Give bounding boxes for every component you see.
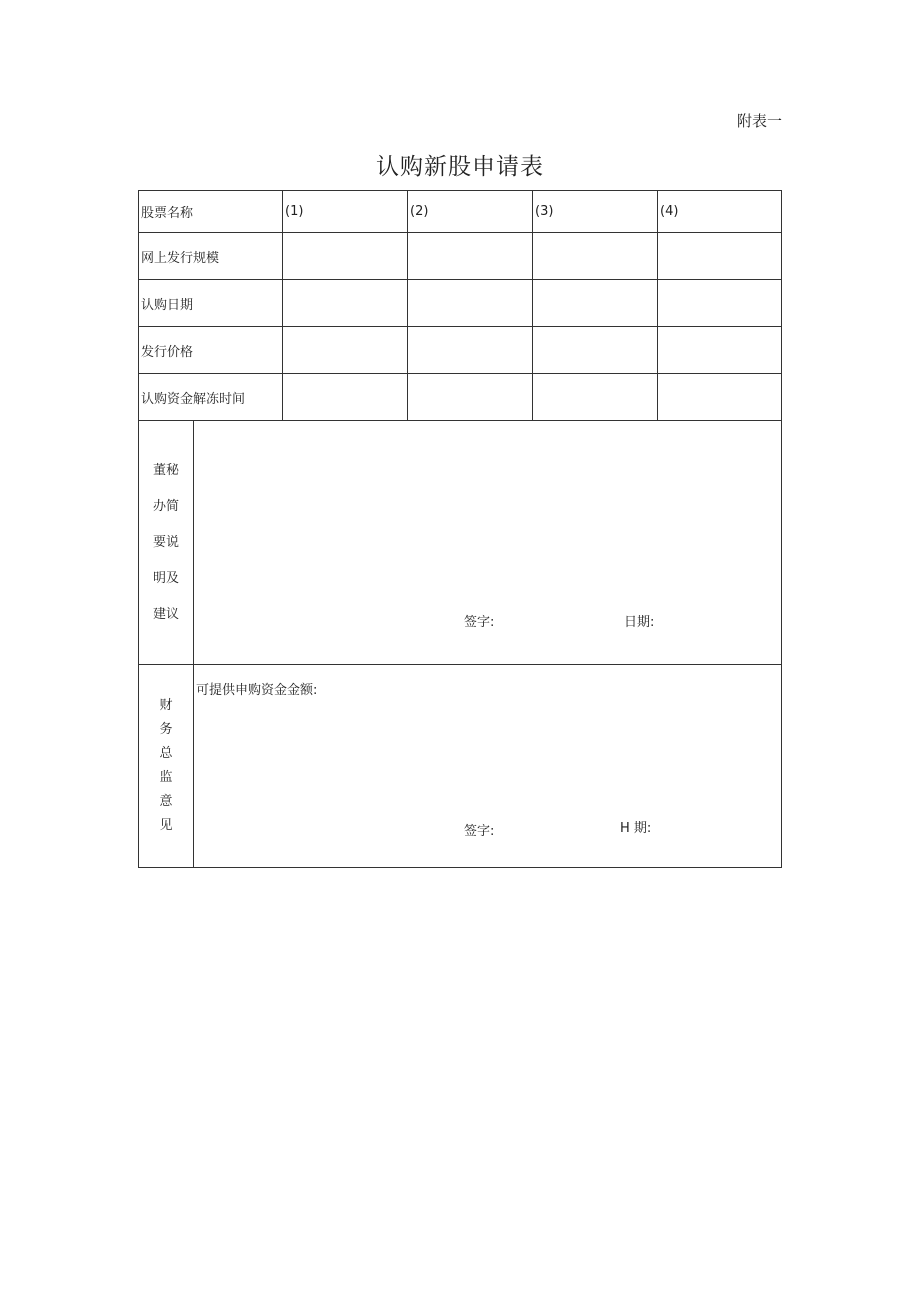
secretary-comment-area[interactable] [194,421,782,665]
secretary-section-row [139,421,782,665]
input-cell[interactable] [658,280,782,327]
secretary-label-line: 建议 [152,606,179,622]
input-cell[interactable] [408,233,533,280]
table-row [139,280,782,327]
available-funds-label: 可提供申购资金金额: [196,683,318,698]
row-label-issue-scale: 网上发行规模 [139,233,283,280]
finance-label-line: 财 [159,698,173,713]
input-cell[interactable] [408,327,533,374]
table-row [139,233,782,280]
secretary-signature-label: 签字: [464,615,495,630]
input-cell[interactable] [533,327,658,374]
input-cell[interactable] [658,327,782,374]
finance-signature-label: 签字: [464,824,495,839]
input-cell[interactable] [533,374,658,421]
secretary-label-line: 办简 [152,498,179,514]
stock-column-2: (2) [408,191,533,233]
input-cell[interactable] [533,233,658,280]
finance-section-row [139,665,782,868]
secretary-label-line: 要说 [152,534,179,550]
finance-label-line: 总 [159,746,173,761]
secretary-label-line: 明及 [152,570,179,586]
row-label-subscription-date: 认购日期 [139,280,283,327]
row-label-issue-price: 发行价格 [139,327,283,374]
row-label-unfreeze-time: 认购资金解冻时间 [139,374,283,421]
secretary-date-label: 日期: [624,615,655,630]
finance-label-line: 意 [159,794,173,809]
input-cell[interactable] [408,374,533,421]
table-row [139,374,782,421]
input-cell[interactable] [283,327,408,374]
application-form [138,190,782,868]
input-cell[interactable] [283,233,408,280]
stock-name-label: 股票名称 [139,191,283,233]
appendix-label: 附表一 [736,112,782,130]
stock-column-4: (4) [658,191,782,233]
input-cell[interactable] [658,374,782,421]
input-cell[interactable] [283,280,408,327]
page-title: 认购新股申请表 [376,154,544,180]
finance-label-line: 见 [159,818,173,833]
finance-comment-area[interactable] [194,665,782,868]
input-cell[interactable] [658,233,782,280]
secretary-section-label [139,421,194,665]
input-cell[interactable] [283,374,408,421]
finance-label-line: 监 [159,770,173,785]
finance-label-line: 务 [159,722,173,737]
secretary-label-line: 董秘 [152,462,179,478]
stock-column-3: (3) [533,191,658,233]
finance-date-label: H 期: [620,821,652,836]
input-cell[interactable] [533,280,658,327]
table-row [139,327,782,374]
input-cell[interactable] [408,280,533,327]
finance-section-label [139,665,194,868]
table-header-row [139,191,782,233]
stock-column-1: (1) [283,191,408,233]
